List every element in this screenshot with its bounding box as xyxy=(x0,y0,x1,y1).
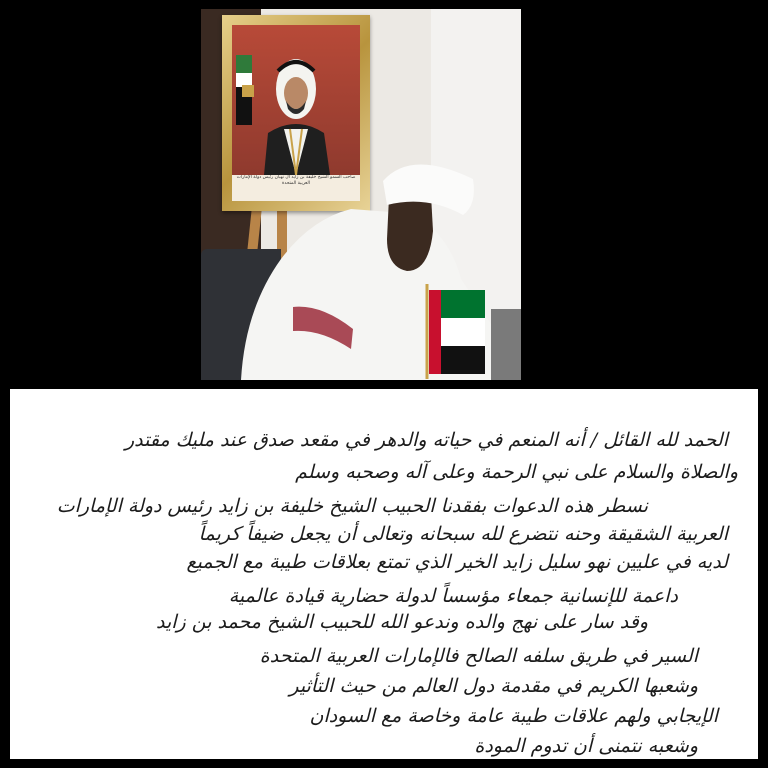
uae-desk-flag-icon xyxy=(425,284,485,379)
letter-text xyxy=(10,389,758,759)
letter-line: نسطر هذه الدعوات بفقدنا الحبيب الشيخ خليفة بن زايد رئيس دولة الإمارات xyxy=(56,495,648,517)
letter-line: الإيجابي ولهم علاقات طيبة عامة وخاصة مع السودان xyxy=(309,705,718,727)
letter-line: العربية الشقيقة وحنه نتضرع لله سبحانه وتعالى أن يجعل ضيفاً كريماً xyxy=(198,523,728,545)
letter-line: والصلاة والسلام على نبي الرحمة وعلى آله وصحبه وسلم xyxy=(295,461,738,483)
letter-line: السير في طريق سلفه الصالح فالإمارات العربية المتحدة xyxy=(259,645,698,667)
desk-edge xyxy=(491,309,521,380)
handwritten-letter xyxy=(10,389,758,759)
letter-line: الحمد لله القائل / أنه المنعم في حياته والدهر في مقعد صدق عند مليك مقتدر xyxy=(124,429,728,451)
letter-line: وشعبها الكريم في مقدمة دول العالم من حيث التأثير xyxy=(289,675,698,697)
letter-line: وقد سار على نهج والده وندعو الله للحبيب الشيخ محمد بن زايد xyxy=(156,611,648,633)
letter-line: وشعبه نتمنى أن تدوم المودة xyxy=(474,735,698,757)
portrait-caption: صاحب السمو الشيخ خليفة بن زايد آل نهيان رئيس دولة الإمارات العربية المتحدة xyxy=(236,175,356,186)
photo-panel xyxy=(201,9,521,380)
letter-line: لديه في عليين نهو سليل زايد الخير الذي تمتع بعلاقات طيبة مع الجميع xyxy=(186,551,728,573)
letter-line: داعمة للإنسانية جمعاء مؤسساً لدولة حضارية قيادة عالمية xyxy=(228,585,678,607)
